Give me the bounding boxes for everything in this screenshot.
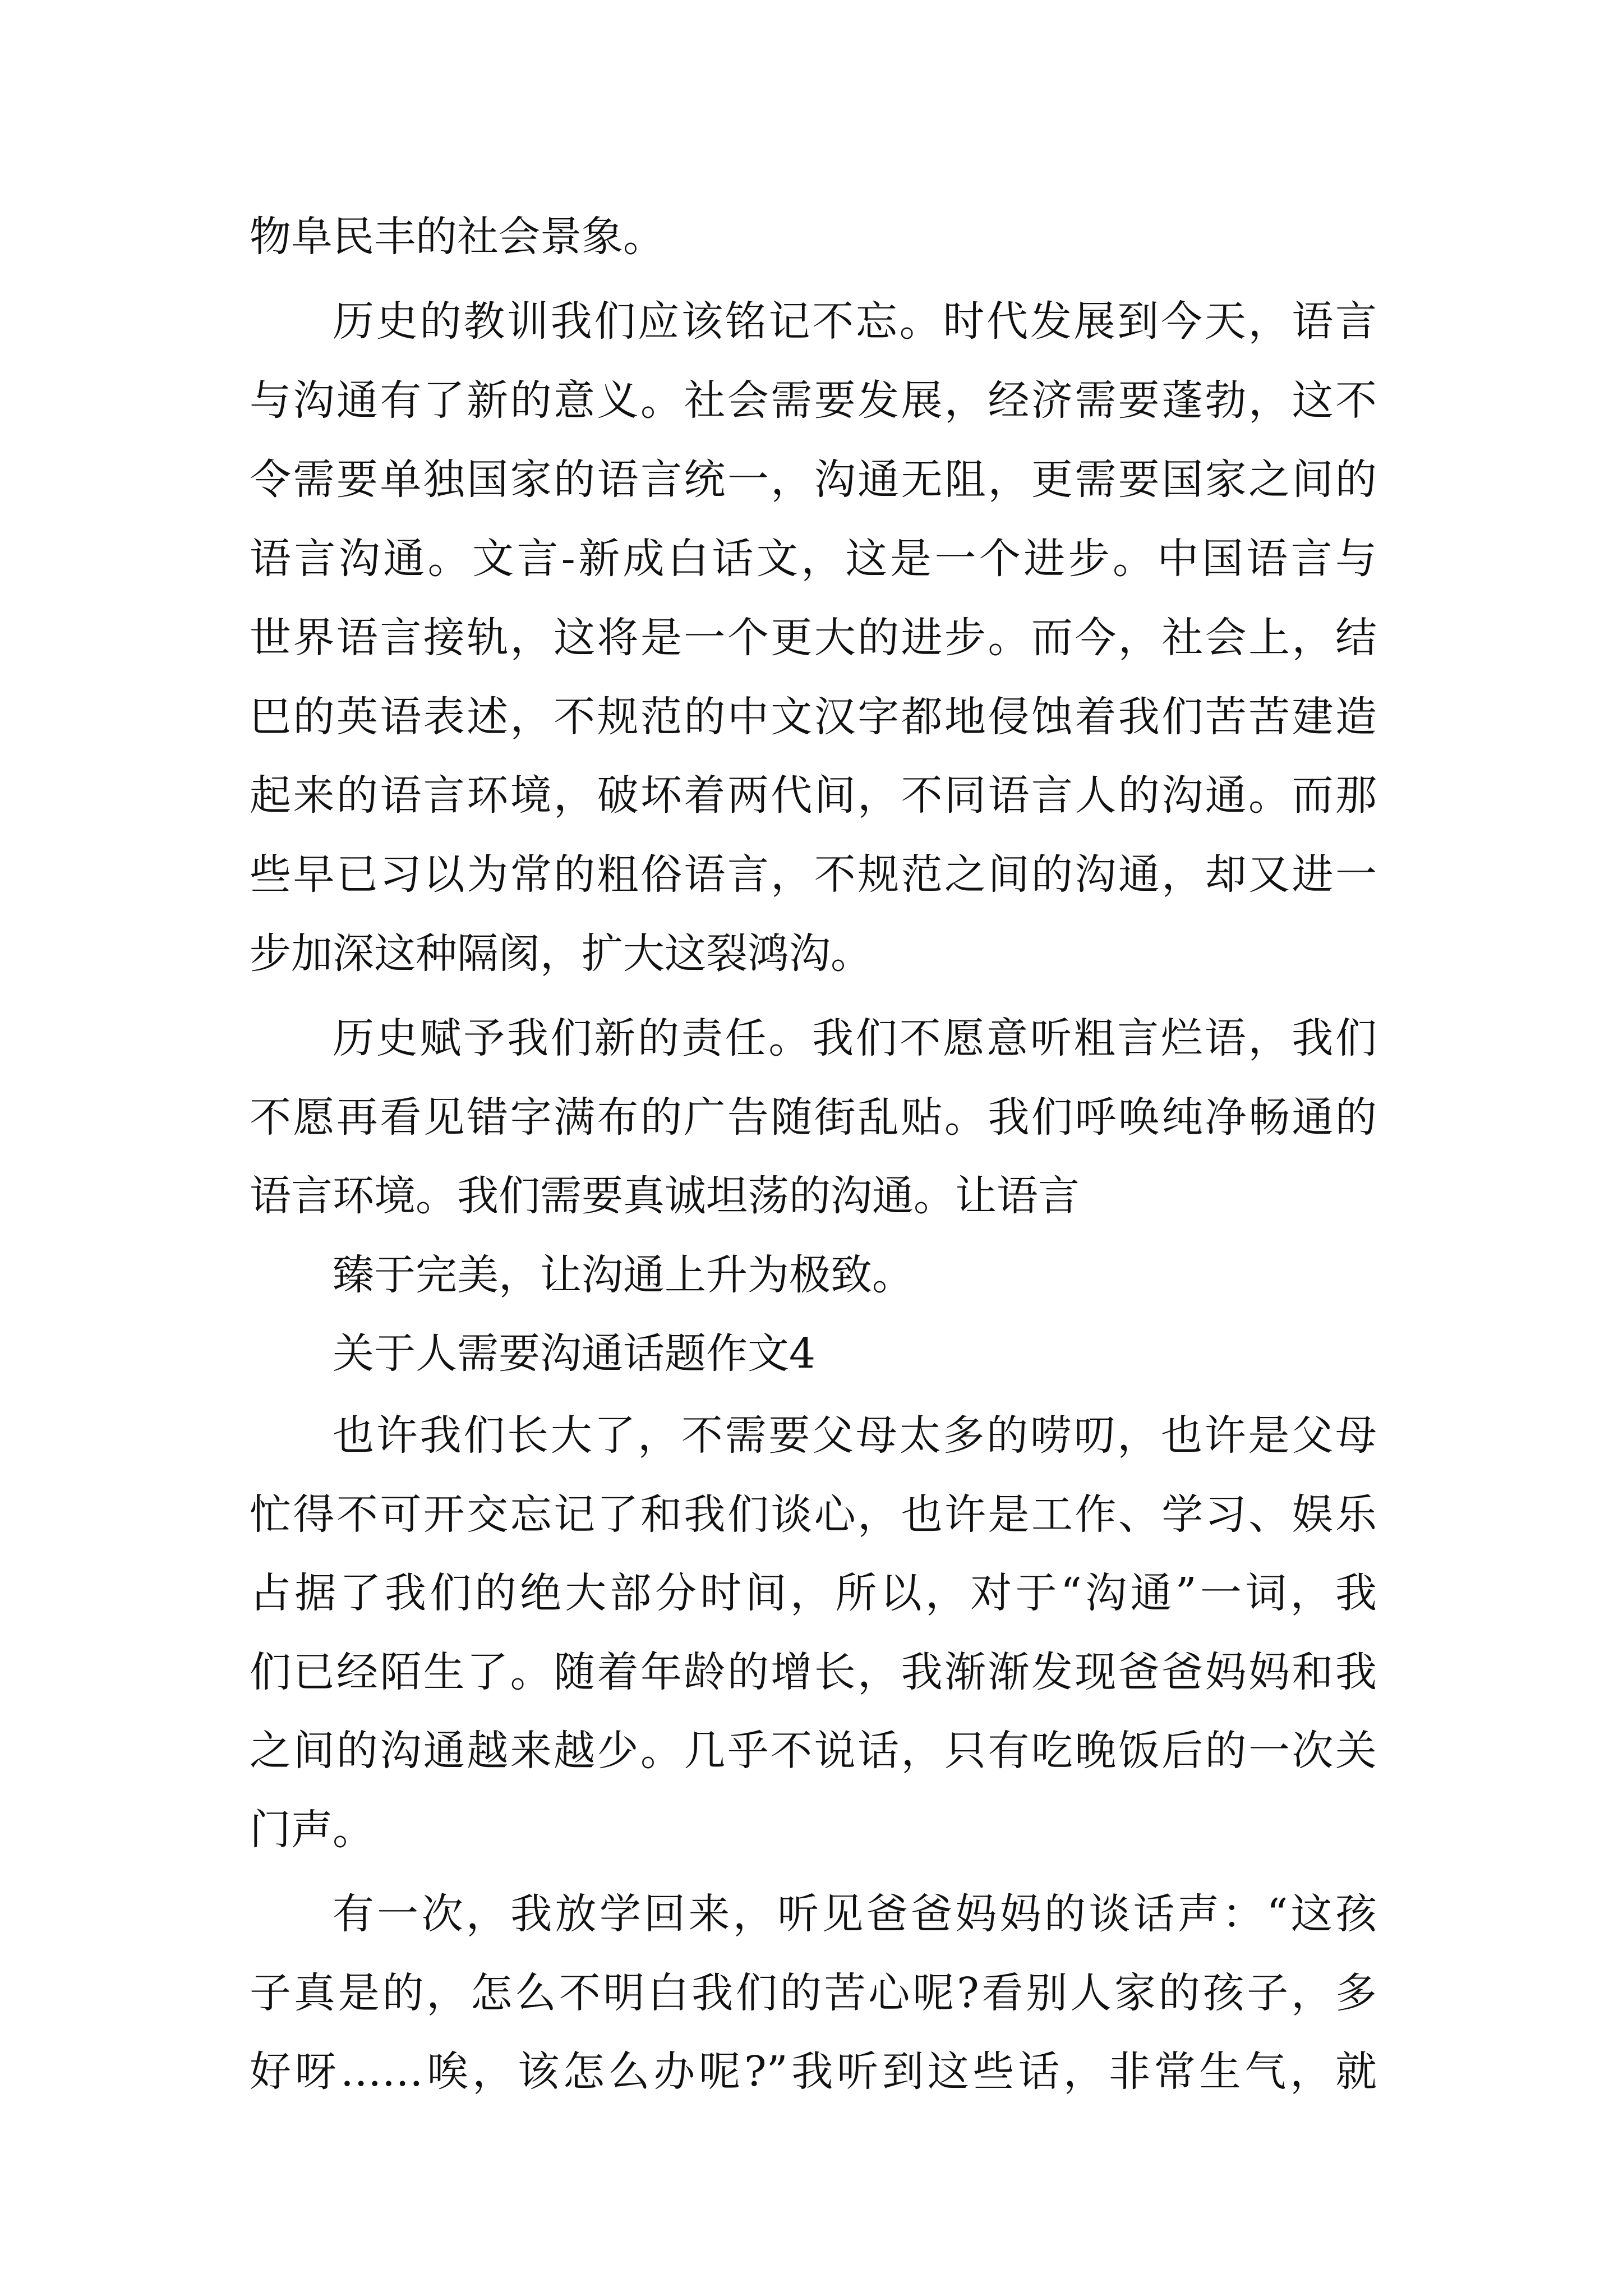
- text-line: 世界语言接轨，这将是一个更大的进步。而今，社会上，结: [250, 614, 1377, 662]
- text-line: 步加深这种隔阂，扩大这裂鸿沟。: [250, 930, 872, 978]
- text-line: 历史的教训我们应该铭记不忘。时代发展到今天，语言: [333, 297, 1377, 346]
- text-line: 臻于完美，让沟通上升为极致。: [333, 1251, 914, 1299]
- text-line: 巴的英语表述，不规范的中文汉字都地侵蚀着我们苦苦建造: [250, 693, 1377, 741]
- text-line: 子真是的，怎么不明白我们的苦心呢?看别人家的孩子，多: [250, 1969, 1377, 2017]
- text-line: 门声。: [250, 1806, 374, 1854]
- text-line: 好呀……唉，该怎么办呢?”我听到这些话，非常生气，就: [250, 2047, 1377, 2096]
- text-line: 们已经陌生了。随着年龄的增长，我渐渐发现爸爸妈妈和我: [250, 1648, 1377, 1696]
- text-line: 语言环境。我们需要真诚坦荡的沟通。让语言: [250, 1172, 1080, 1220]
- text-line: 起来的语言环境，破坏着两代间，不同语言人的沟通。而那: [250, 771, 1377, 820]
- text-line: 忙得不可开交忘记了和我们谈心，也许是工作、学习、娱乐: [250, 1490, 1377, 1539]
- text-line: 不愿再看见错字满布的广告随街乱贴。我们呼唤纯净畅通的: [250, 1093, 1377, 1142]
- text-line: 也许我们长大了，不需要父母太多的唠叨，也许是父母: [333, 1411, 1377, 1460]
- text-line: 语言沟通。文言-新成白话文，这是一个进步。中国语言与: [250, 535, 1377, 583]
- text-line: 些早已习以为常的粗俗语言，不规范之间的沟通，却又进一: [250, 850, 1377, 899]
- text-line: 之间的沟通越来越少。几乎不说话，只有吃晚饭后的一次关: [250, 1727, 1377, 1775]
- text-line: 与沟通有了新的意义。社会需要发展，经济需要蓬勃，这不: [250, 376, 1377, 425]
- text-line: 令需要单独国家的语言统一，沟通无阻，更需要国家之间的: [250, 455, 1377, 504]
- section-heading: 关于人需要沟通话题作文4: [333, 1329, 816, 1378]
- text-line: 有一次，我放学回来，听见爸爸妈妈的谈话声：“这孩: [333, 1890, 1377, 1938]
- text-line: 历史赋予我们新的责任。我们不愿意听粗言烂语，我们: [333, 1014, 1377, 1062]
- text-line: 物阜民丰的社会景象。: [250, 213, 665, 261]
- text-line: 占据了我们的绝大部分时间，所以，对于“沟通”一词，我: [250, 1569, 1377, 1617]
